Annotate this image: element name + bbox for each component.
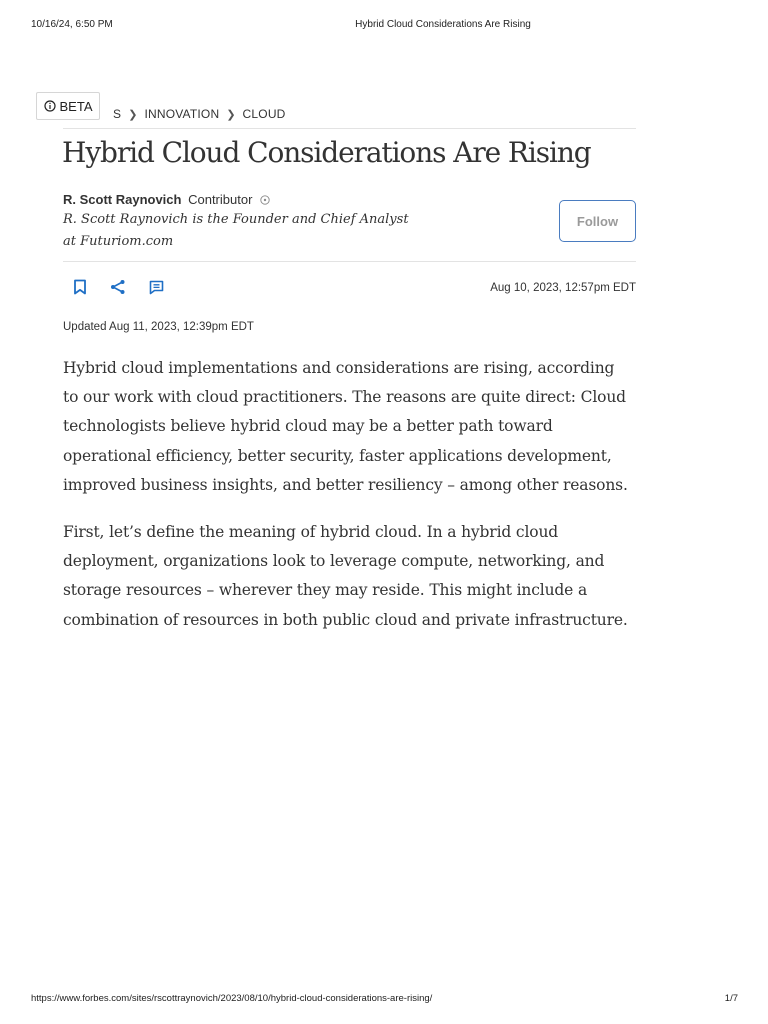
divider — [63, 128, 636, 129]
author-line — [63, 192, 270, 207]
follow-button[interactable]: Follow — [559, 200, 636, 242]
beta-label: BETA — [59, 98, 93, 114]
author-name[interactable]: R. Scott Raynovich — [63, 192, 182, 207]
updated-date: Updated Aug 11, 2023, 12:39pm EDT — [63, 321, 254, 333]
bookmark-icon[interactable] — [71, 278, 89, 296]
breadcrumb-item-first[interactable]: S — [113, 107, 122, 121]
article-paragraph: Hybrid cloud implementations and considerations are rising, according to our work with cloud practitioners. The reasons are quite direct: Cloud technologists believe hybrid cloud may be a better path toward operational efficiency, better security, faster applications development, improved business insights, and better resiliency – among other reasons. — [63, 359, 628, 494]
chevron-right-icon: ❯ — [226, 108, 236, 121]
page-number: 1/7 — [724, 993, 738, 1004]
print-url: https://www.forbes.com/sites/rscottraynovich/2023/08/10/hybrid-cloud-considerations-are-rising/ — [31, 993, 433, 1004]
author-bio: R. Scott Raynovich is the Founder and Chief Analyst at Futuriom.com — [63, 212, 409, 249]
article-paragraph: First, let’s define the meaning of hybrid cloud. In a hybrid cloud deployment, organizations look to leverage compute, networking, and storage resources – wherever they may reside. This might include a combination of resources in both public cloud and private infrastructure. — [63, 523, 628, 629]
info-icon[interactable] — [260, 195, 270, 205]
print-title: Hybrid Cloud Considerations Are Rising — [355, 19, 531, 30]
page-title: Hybrid Cloud Considerations Are Rising — [62, 136, 591, 169]
print-header — [0, 19, 768, 33]
author-role: Contributor — [188, 192, 253, 207]
comment-icon[interactable] — [147, 278, 165, 296]
breadcrumb-item-innovation[interactable]: INNOVATION — [144, 107, 220, 121]
divider — [63, 261, 636, 262]
publish-date: Aug 10, 2023, 12:57pm EDT — [490, 282, 636, 294]
article-actions — [71, 278, 165, 296]
print-timestamp: 10/16/24, 6:50 PM — [31, 19, 113, 30]
share-icon[interactable] — [109, 278, 127, 296]
beta-badge[interactable] — [36, 92, 100, 120]
breadcrumb-item-cloud[interactable]: CLOUD — [242, 107, 286, 121]
info-icon — [44, 100, 56, 112]
chevron-right-icon: ❯ — [128, 108, 138, 121]
